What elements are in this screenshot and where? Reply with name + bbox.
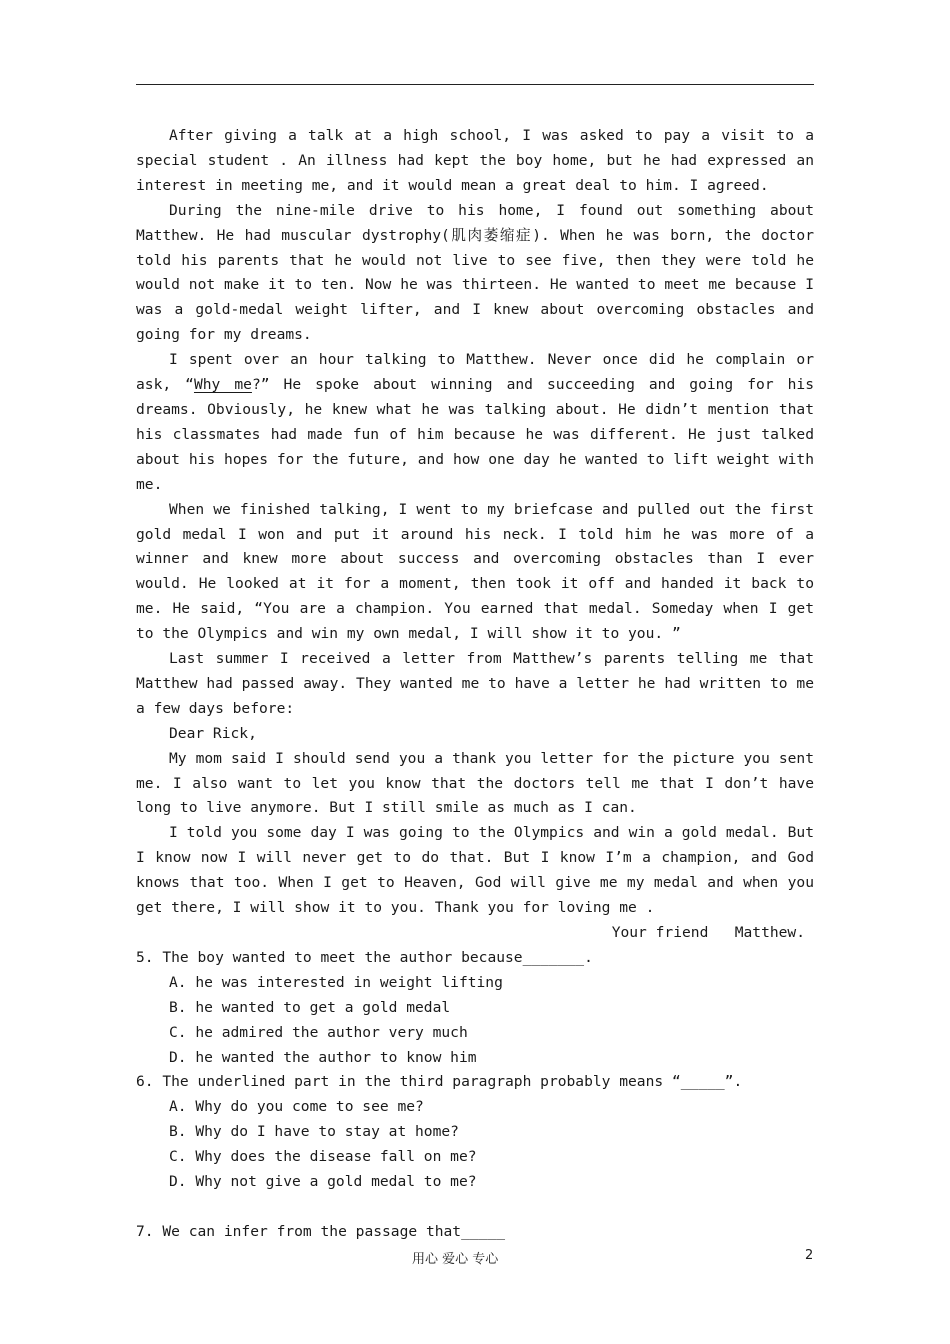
paragraph-3-rest: ?” He spoke about winning and succeeding and going for his dreams. Obviously, he knew what he was talking about. He didn’t mention that his classmates had made fun of him because he was different. He just talked about his hopes for the future, and how one day he wanted to lift weight with me. [136,376,814,493]
letter-signature: Your friend Matthew. [611,924,805,941]
question-stem: 5. The boy wanted to meet the author because_______. [136,948,593,966]
passage-paragraph-3 [136,348,814,497]
spacer [136,1195,814,1220]
option-d: D. Why not give a gold medal to me? [169,1173,477,1191]
page-content [136,124,814,1245]
paragraph-3-start: I spent over an hour talking to Matthew. Never once did he complain or ask, “ [136,351,814,394]
passage-paragraph-5: Last summer I received a letter from Matthew’s parents telling me that Matthew had passed away. They wanted me to have a letter he had written to me a few days before: [136,650,814,717]
option-a: A. Why do you come to see me? [169,1098,424,1116]
letter-paragraph-2: I told you some day I was going to the Olympics and win a gold medal. But I know now I will never get to do that. But I know I’m a champion, and God knows that too. When I get to Heaven, God will give me my medal and when you get there, I will show it to you. Thank you for loving me . [136,824,814,917]
letter-paragraph-1: My mom said I should send you a thank you letter for the picture you sent me. I also want to let you know that the doctors tell me that I don’t have long to live anymore. But I still smile as much as I can. [136,749,814,817]
underlined-phrase: Why me [193,376,252,394]
passage-paragraph-2: During the nine-mile drive to his home, I found out something about Matthew. He had muscular dystrophy(肌肉萎缩症). When he was born, the doctor told his parents that he would not live to see five, then they were told he would not make it to ten. Now he was thirteen. He wanted to meet me because I was a gold-medal weight lifter, and I knew about overcoming obstacles and going for my dreams. [136,201,814,344]
passage-paragraph-4: When we finished talking, I went to my briefcase and pulled out the first gold medal I won and put it around his neck. I told him he was more of a winner and knew more about success and overcoming obstacles than I ever would. He looked at it for a moment, then took it off and handed it back to me. He said, “You are a champion. You earned that medal. Someday when I get to the Olympics and win my own medal, I will show it to you. ” [136,500,814,643]
letter-salutation: Dear Rick, [169,724,257,742]
question-6 [136,1070,814,1195]
question-stem: 6. The underlined part in the third paragraph probably means “_____”. [136,1073,743,1091]
header-rule [136,84,814,85]
option-c: C. he admired the author very much [169,1023,468,1041]
footer-motto: 用心 爱心 专心 [412,1252,499,1267]
option-b: B. Why do I have to stay at home? [169,1123,459,1141]
question-5 [136,946,814,1071]
option-a: A. he was interested in weight lifting [169,973,503,991]
page-number: 2 [805,1248,814,1263]
question-stem: 7. We can infer from the passage that_____ [136,1222,506,1240]
option-c: C. Why does the disease fall on me? [169,1148,477,1166]
question-7 [136,1220,814,1245]
option-d: D. he wanted the author to know him [169,1048,477,1066]
option-b: B. he wanted to get a gold medal [169,998,451,1016]
passage-paragraph-1: After giving a talk at a high school, I was asked to pay a visit to a special student . An illness had kept the boy home, but he had expressed an interest in meeting me, and it would mean a great deal to him. I agreed. [136,127,814,194]
